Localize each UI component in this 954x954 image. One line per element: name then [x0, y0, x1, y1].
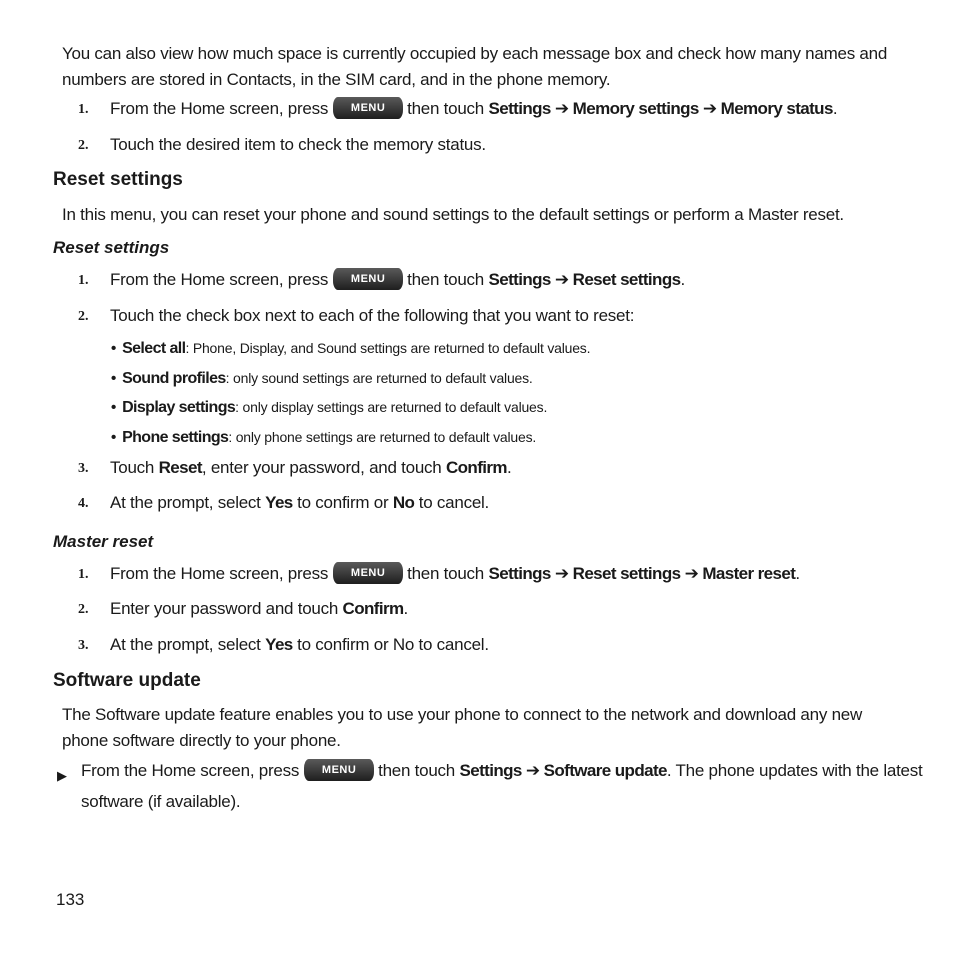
step-text: then touch	[407, 564, 485, 583]
step-text: From the Home screen, press	[81, 761, 300, 780]
memory-step-2: Touch the desired item to check the memory status.	[110, 135, 486, 154]
menu-key-icon: MENU	[333, 562, 403, 584]
bold-term: Yes	[265, 493, 293, 512]
bullet-text: : only sound settings are returned to default values.	[225, 370, 533, 386]
step-text: , enter your password, and touch	[201, 458, 446, 477]
master-step-2	[110, 596, 408, 622]
bullet-label: Select all	[122, 340, 186, 357]
software-step-line-2: software (if available).	[81, 792, 241, 811]
reset-step-1	[110, 267, 685, 293]
master-step-3	[110, 632, 489, 658]
step-text: then touch	[378, 761, 456, 780]
arrow-bullet-icon: ▶	[57, 768, 67, 783]
bold-term: Confirm	[342, 599, 404, 618]
step-text: At the prompt, select	[110, 635, 266, 654]
bold-term: No	[392, 493, 415, 512]
step-number: 4.	[78, 496, 89, 511]
bold-term: Reset	[158, 458, 202, 477]
step-text: Enter your password and touch	[110, 599, 343, 618]
menu-key-icon: MENU	[333, 268, 403, 290]
step-text: to confirm or	[292, 493, 393, 512]
bullet-text: : only phone settings are returned to default values.	[228, 429, 537, 445]
menu-path: Settings ➔ Software update	[459, 761, 667, 780]
intro-paragraph: You can also view how much space is currently occupied by each message box and check how many names and numbers are stored in Contacts, in the SIM card, and in the phone memory.	[62, 44, 888, 89]
list-item	[111, 399, 547, 417]
reset-intro: In this menu, you can reset your phone and sound settings to the default settings or perform a Master reset.	[62, 205, 844, 224]
section-heading-reset-settings: Reset settings	[53, 169, 183, 190]
step-text: From the Home screen, press	[110, 270, 329, 289]
software-intro: The Software update feature enables you to use your phone to connect to the network and download any new phone software directly to your phone.	[62, 705, 863, 750]
list-item	[111, 429, 536, 447]
menu-path: Settings ➔ Reset settings	[488, 270, 681, 289]
bullet-dot: •	[111, 429, 117, 446]
bullet-dot: •	[111, 370, 117, 387]
menu-path: Settings ➔ Memory settings ➔ Memory status	[488, 99, 833, 118]
software-step-line-1	[81, 758, 922, 784]
step-number: 1.	[78, 102, 89, 117]
step-text: At the prompt, select	[110, 493, 266, 512]
reset-step-4	[110, 490, 489, 516]
step-text: then touch	[407, 270, 485, 289]
step-number: 2.	[78, 138, 89, 153]
step-text: to cancel.	[414, 493, 490, 512]
subheading-reset-settings: Reset settings	[53, 238, 170, 257]
reset-step-3	[110, 455, 511, 481]
step-text: Touch	[110, 458, 159, 477]
menu-key-icon: MENU	[333, 97, 403, 119]
step-text: then touch	[407, 99, 485, 118]
bullet-text: : Phone, Display, and Sound settings are returned to default values.	[185, 340, 591, 356]
step-number: 1.	[78, 567, 89, 582]
bullet-label: Display settings	[122, 399, 236, 416]
step-text: to confirm or No to cancel.	[292, 635, 489, 654]
memory-step-1	[110, 96, 837, 122]
step-text: From the Home screen, press	[110, 564, 329, 583]
step-text: .	[832, 99, 838, 118]
step-number: 2.	[78, 309, 89, 324]
bullet-label: Phone settings	[122, 429, 229, 446]
bullet-label: Sound profiles	[122, 370, 226, 387]
step-text: .	[680, 270, 685, 289]
subheading-master-reset: Master reset	[53, 532, 154, 551]
bold-term: Confirm	[445, 458, 507, 477]
list-item	[111, 340, 590, 358]
step-text: . The phone updates with the latest	[666, 761, 923, 780]
page-number: 133	[56, 890, 85, 909]
step-text: .	[795, 564, 800, 583]
master-step-1	[110, 561, 800, 587]
step-text: From the Home screen, press	[110, 99, 329, 118]
step-number: 1.	[78, 273, 89, 288]
step-number: 3.	[78, 638, 89, 653]
bullet-dot: •	[111, 340, 117, 357]
menu-key-icon: MENU	[304, 759, 374, 781]
bullet-dot: •	[111, 399, 117, 416]
list-item	[111, 370, 533, 388]
step-text: .	[403, 599, 408, 618]
step-text: .	[506, 458, 512, 477]
bullet-text: : only display settings are returned to default values.	[235, 399, 548, 415]
bold-term: Yes	[265, 635, 293, 654]
section-heading-software-update: Software update	[53, 670, 201, 691]
menu-path: Settings ➔ Reset settings ➔ Master reset	[488, 564, 796, 583]
step-number: 3.	[78, 461, 89, 476]
reset-step-2: Touch the check box next to each of the following that you want to reset:	[110, 306, 635, 325]
step-number: 2.	[78, 602, 89, 617]
